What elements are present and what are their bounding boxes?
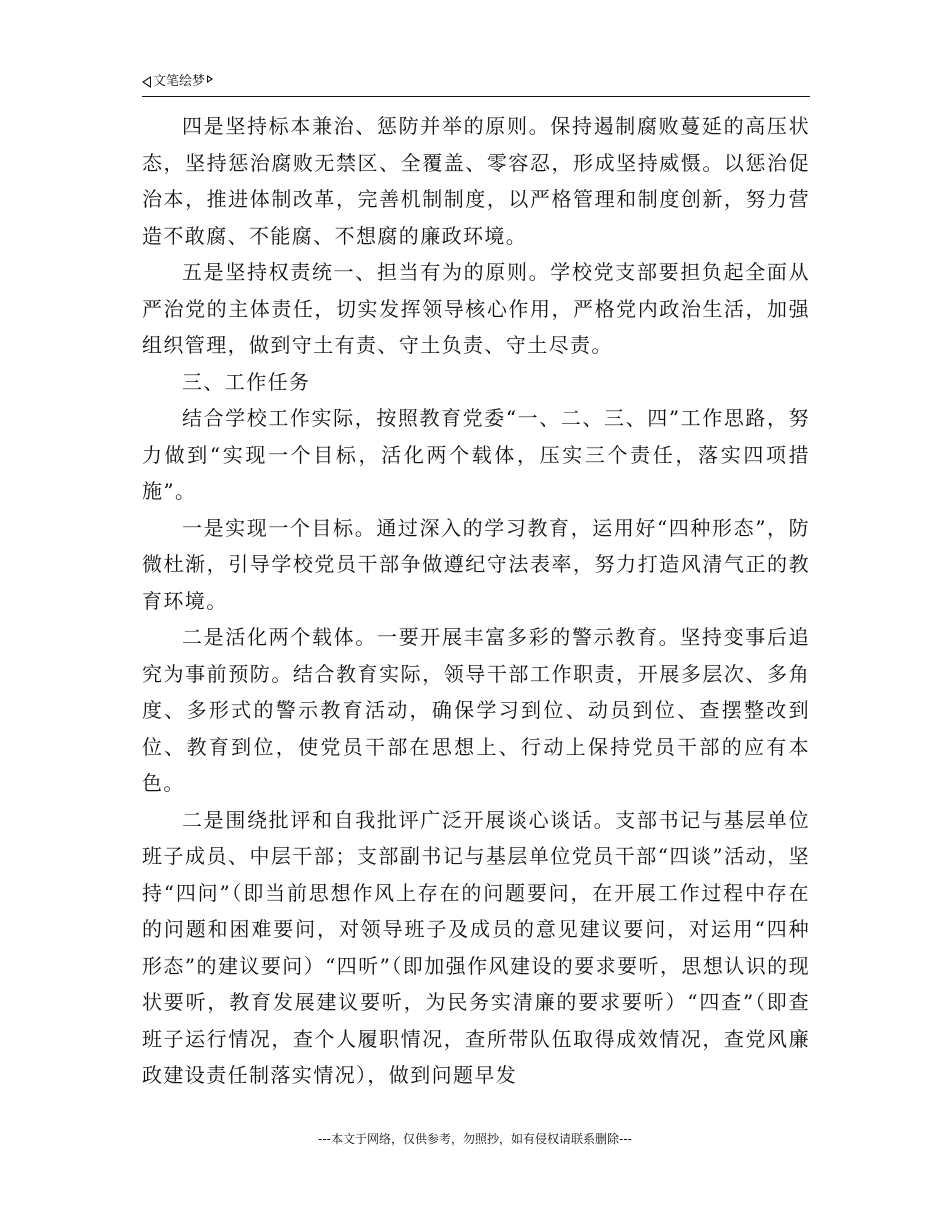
paragraph-task-overview: 结合学校工作实际，按照教育党委“一、二、三、四”工作思路，努力做到“实现一个目标，活化两个载体，压实三个责任，落实四项措施”。 (142, 406, 810, 503)
triangle-right-icon (207, 75, 213, 83)
brand-logo (142, 74, 213, 90)
document-body (142, 108, 810, 1094)
disclaimer-text: ---本文于网络，仅供参考，勿照抄，如有侵权请联系删除--- (318, 1132, 632, 1146)
paragraph-carrier-two: 二是活化两个载体。一要开展丰富多彩的警示教育。坚持变事后追究为事前预防。结合教育实际，领导干部工作职责，开展多层次、多角度、多形式的警示教育活动，确保学习到位、动员到位、查摆整改到位、教育到位，使党员干部在思想上、行动上保持党员干部的应有本色。 (142, 625, 810, 795)
paragraph-principle-four: 四是坚持标本兼治、惩防并举的原则。保持遏制腐败蔓延的高压状态，坚持惩治腐败无禁区、全覆盖、零容忍，形成坚持威慑。以惩治促治本，推进体制改革，完善机制制度，以严格管理和制度创新，努力营造不敢腐、不能腐、不想腐的廉政环境。 (142, 114, 810, 248)
paragraph-goal-one: 一是实现一个目标。通过深入的学习教育，运用好“四种形态”，防微杜渐，引导学校党员干部争做遵纪守法表率，努力打造风清气正的教育环境。 (142, 515, 810, 613)
page-header (142, 74, 810, 97)
paragraph-principle-five: 五是坚持权责统一、担当有为的原则。学校党支部要担负起全面从严治党的主体责任，切实发挥领导核心作用，严格党内政治生活，加强组织管理，做到守土有责、守土负责、守土尽责。 (142, 260, 810, 357)
paragraph-talks: 二是围绕批评和自我批评广泛开展谈心谈话。支部书记与基层单位班子成员、中层干部；支部副书记与基层单位党员干部“四谈”活动，坚持“四问”（即当前思想作风上存在的问题要问，在开展工作过程中存在的问题和困难要问，对领导班子及成员的意见建议要问，对运用“四种形态”的建议要问）“四听”（即加强作风建设的要求要听，思想认识的现状要听，教育发展建议要听，为民务实清廉的要求要听）“四查”（即查班子运行情况，查个人履职情况，查所带队伍取得成效情况，查党风廉政建设责任制落实情况），做到问题早发 (142, 807, 810, 1087)
brand-name: 文笔绘梦 (153, 74, 206, 89)
page-footer (0, 1130, 950, 1147)
triangle-left-icon (142, 76, 151, 88)
section-heading-tasks: 三、工作任务 (182, 369, 311, 394)
